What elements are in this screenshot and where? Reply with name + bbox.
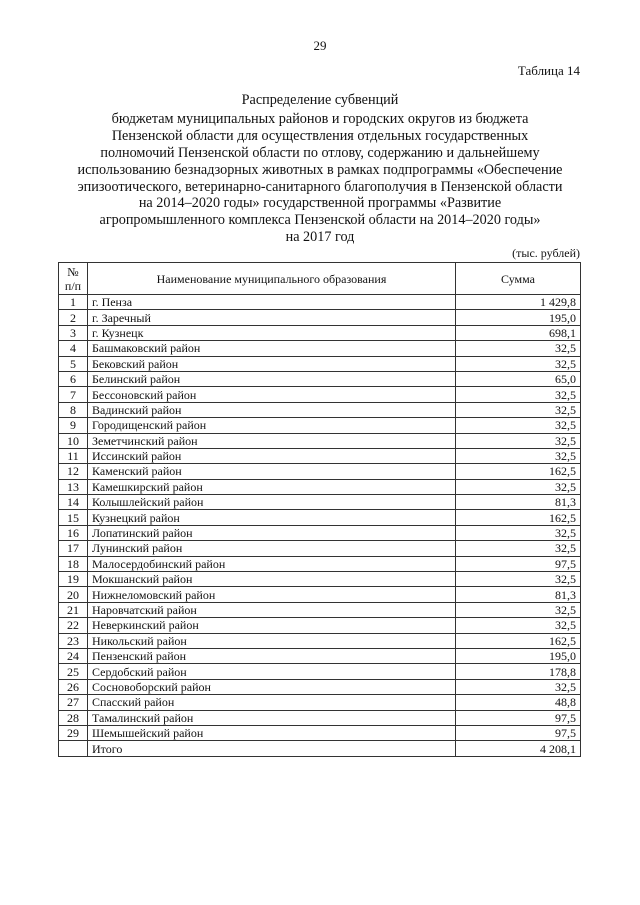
row-sum: 32,5: [456, 525, 581, 540]
row-number: 8: [59, 402, 88, 417]
row-municipality: Сердобский район: [88, 664, 456, 679]
table-row: [59, 510, 581, 525]
row-municipality: Мокшанский район: [88, 572, 456, 587]
page-number: 29: [313, 38, 327, 53]
row-municipality: Шемышейский район: [88, 725, 456, 740]
row-number: 7: [59, 387, 88, 402]
row-municipality: Городищенский район: [88, 418, 456, 433]
row-sum: 698,1: [456, 325, 581, 340]
row-sum: 32,5: [456, 602, 581, 617]
table-row: [59, 695, 581, 710]
header-sum: Сумма: [456, 263, 581, 295]
row-number: 2: [59, 310, 88, 325]
row-sum: 97,5: [456, 725, 581, 740]
row-number: 13: [59, 479, 88, 494]
row-sum: 32,5: [456, 448, 581, 463]
row-sum: 32,5: [456, 356, 581, 371]
table-row: [59, 371, 581, 386]
row-municipality: Камешкирский район: [88, 479, 456, 494]
row-municipality: г. Кузнецк: [88, 325, 456, 340]
row-municipality: Сосновоборский район: [88, 679, 456, 694]
table-row: [59, 464, 581, 479]
row-number: 12: [59, 464, 88, 479]
table-row: [59, 541, 581, 556]
table-row: [59, 633, 581, 648]
table-row: [59, 618, 581, 633]
row-sum: 32,5: [456, 618, 581, 633]
table-row: [59, 479, 581, 494]
row-sum: 178,8: [456, 664, 581, 679]
row-sum: 162,5: [456, 464, 581, 479]
row-number: 19: [59, 572, 88, 587]
table-row: [59, 572, 581, 587]
row-number: 11: [59, 448, 88, 463]
row-number: 24: [59, 648, 88, 663]
table-row: [59, 448, 581, 463]
row-municipality: Нижнеломовский район: [88, 587, 456, 602]
row-municipality: Неверкинский район: [88, 618, 456, 633]
table-label: Таблица 14: [517, 63, 580, 78]
header-name: Наименование муниципального образования: [88, 263, 456, 295]
table-row: [59, 679, 581, 694]
table-row: [59, 325, 581, 340]
row-municipality: Лунинский район: [88, 541, 456, 556]
row-sum: 32,5: [456, 479, 581, 494]
total-label: Итого: [88, 741, 456, 756]
row-municipality: Лопатинский район: [88, 525, 456, 540]
table-row: [59, 356, 581, 371]
row-number: 29: [59, 725, 88, 740]
row-sum: 97,5: [456, 710, 581, 725]
row-sum: 32,5: [456, 418, 581, 433]
row-number: 23: [59, 633, 88, 648]
row-municipality: Кузнецкий район: [88, 510, 456, 525]
header-number-line1: №: [67, 264, 79, 279]
table-row: [59, 495, 581, 510]
row-number: 17: [59, 541, 88, 556]
row-sum: 32,5: [456, 541, 581, 556]
row-number: 27: [59, 695, 88, 710]
title-line: на 2014–2020 годы» государственной программы «Развитие: [138, 195, 502, 212]
row-number: 28: [59, 710, 88, 725]
row-number: 18: [59, 556, 88, 571]
table-row: [59, 556, 581, 571]
row-municipality: Никольский район: [88, 633, 456, 648]
row-number: 22: [59, 618, 88, 633]
row-municipality: Колышлейский район: [88, 495, 456, 510]
title-line: Пензенской области для осуществления отдельных государственных: [111, 127, 529, 144]
total-value: 4 208,1: [456, 741, 581, 756]
row-municipality: Пензенский район: [88, 648, 456, 663]
table-row: [59, 602, 581, 617]
header-number: [59, 263, 88, 295]
row-number: 25: [59, 664, 88, 679]
row-municipality: г. Заречный: [88, 310, 456, 325]
row-number: 3: [59, 325, 88, 340]
document-title: [40, 92, 600, 246]
row-number: 20: [59, 587, 88, 602]
table-row: [59, 387, 581, 402]
row-number: 6: [59, 371, 88, 386]
title-line: на 2017 год: [285, 229, 355, 246]
row-sum: 162,5: [456, 510, 581, 525]
row-municipality: Спасский район: [88, 695, 456, 710]
row-municipality: Бековский район: [88, 356, 456, 371]
row-sum: 48,8: [456, 695, 581, 710]
row-number: 10: [59, 433, 88, 448]
title-line: бюджетам муниципальных районов и городских округов из бюджета: [111, 110, 529, 127]
title-line: агропромышленного комплекса Пензенской области на 2014–2020 годы»: [99, 212, 541, 229]
table-row: [59, 310, 581, 325]
row-number: 15: [59, 510, 88, 525]
row-number: 14: [59, 495, 88, 510]
title-line: полномочий Пензенской области по отлову, содержанию и дальнейшему: [100, 144, 540, 161]
row-sum: 32,5: [456, 679, 581, 694]
table-row: [59, 710, 581, 725]
table-row: [59, 418, 581, 433]
row-number: 9: [59, 418, 88, 433]
row-municipality: г. Пенза: [88, 295, 456, 310]
row-sum: 32,5: [456, 402, 581, 417]
header-number-line2: п/п: [64, 278, 82, 293]
subvention-table: [58, 262, 581, 757]
title-line: эпизоотического, ветеринарно-санитарного благополучия в Пензенской области: [77, 178, 563, 195]
row-municipality: Бессоновский район: [88, 387, 456, 402]
row-number: 1: [59, 295, 88, 310]
row-sum: 195,0: [456, 648, 581, 663]
row-number: 16: [59, 525, 88, 540]
row-municipality: Иссинский район: [88, 448, 456, 463]
row-municipality: Белинский район: [88, 371, 456, 386]
table-row: [59, 648, 581, 663]
total-row: [59, 741, 581, 756]
row-sum: 162,5: [456, 633, 581, 648]
title-line: Распределение субвенций: [241, 92, 399, 108]
row-number: 5: [59, 356, 88, 371]
row-sum: 1 429,8: [456, 295, 581, 310]
table-row: [59, 433, 581, 448]
row-number: 4: [59, 341, 88, 356]
table-header-row: [59, 263, 581, 295]
row-sum: 97,5: [456, 556, 581, 571]
row-number: 26: [59, 679, 88, 694]
units-note: (тыс. рублей): [512, 246, 580, 260]
row-sum: 32,5: [456, 387, 581, 402]
table-row: [59, 402, 581, 417]
total-number-cell: [59, 741, 88, 756]
row-sum: 65,0: [456, 371, 581, 386]
table-row: [59, 525, 581, 540]
row-municipality: Каменский район: [88, 464, 456, 479]
row-sum: 195,0: [456, 310, 581, 325]
row-municipality: Башмаковский район: [88, 341, 456, 356]
table-row: [59, 587, 581, 602]
row-municipality: Наровчатский район: [88, 602, 456, 617]
row-municipality: Земетчинский район: [88, 433, 456, 448]
row-sum: 32,5: [456, 572, 581, 587]
table-row: [59, 664, 581, 679]
table-row: [59, 341, 581, 356]
row-sum: 32,5: [456, 341, 581, 356]
table-row: [59, 295, 581, 310]
table-row: [59, 725, 581, 740]
row-sum: 81,3: [456, 587, 581, 602]
row-municipality: Вадинский район: [88, 402, 456, 417]
title-line: использованию безнадзорных животных в рамках подпрограммы «Обеспечение: [77, 161, 563, 178]
row-sum: 81,3: [456, 495, 581, 510]
row-municipality: Малосердобинский район: [88, 556, 456, 571]
row-municipality: Тамалинский район: [88, 710, 456, 725]
row-number: 21: [59, 602, 88, 617]
row-sum: 32,5: [456, 433, 581, 448]
